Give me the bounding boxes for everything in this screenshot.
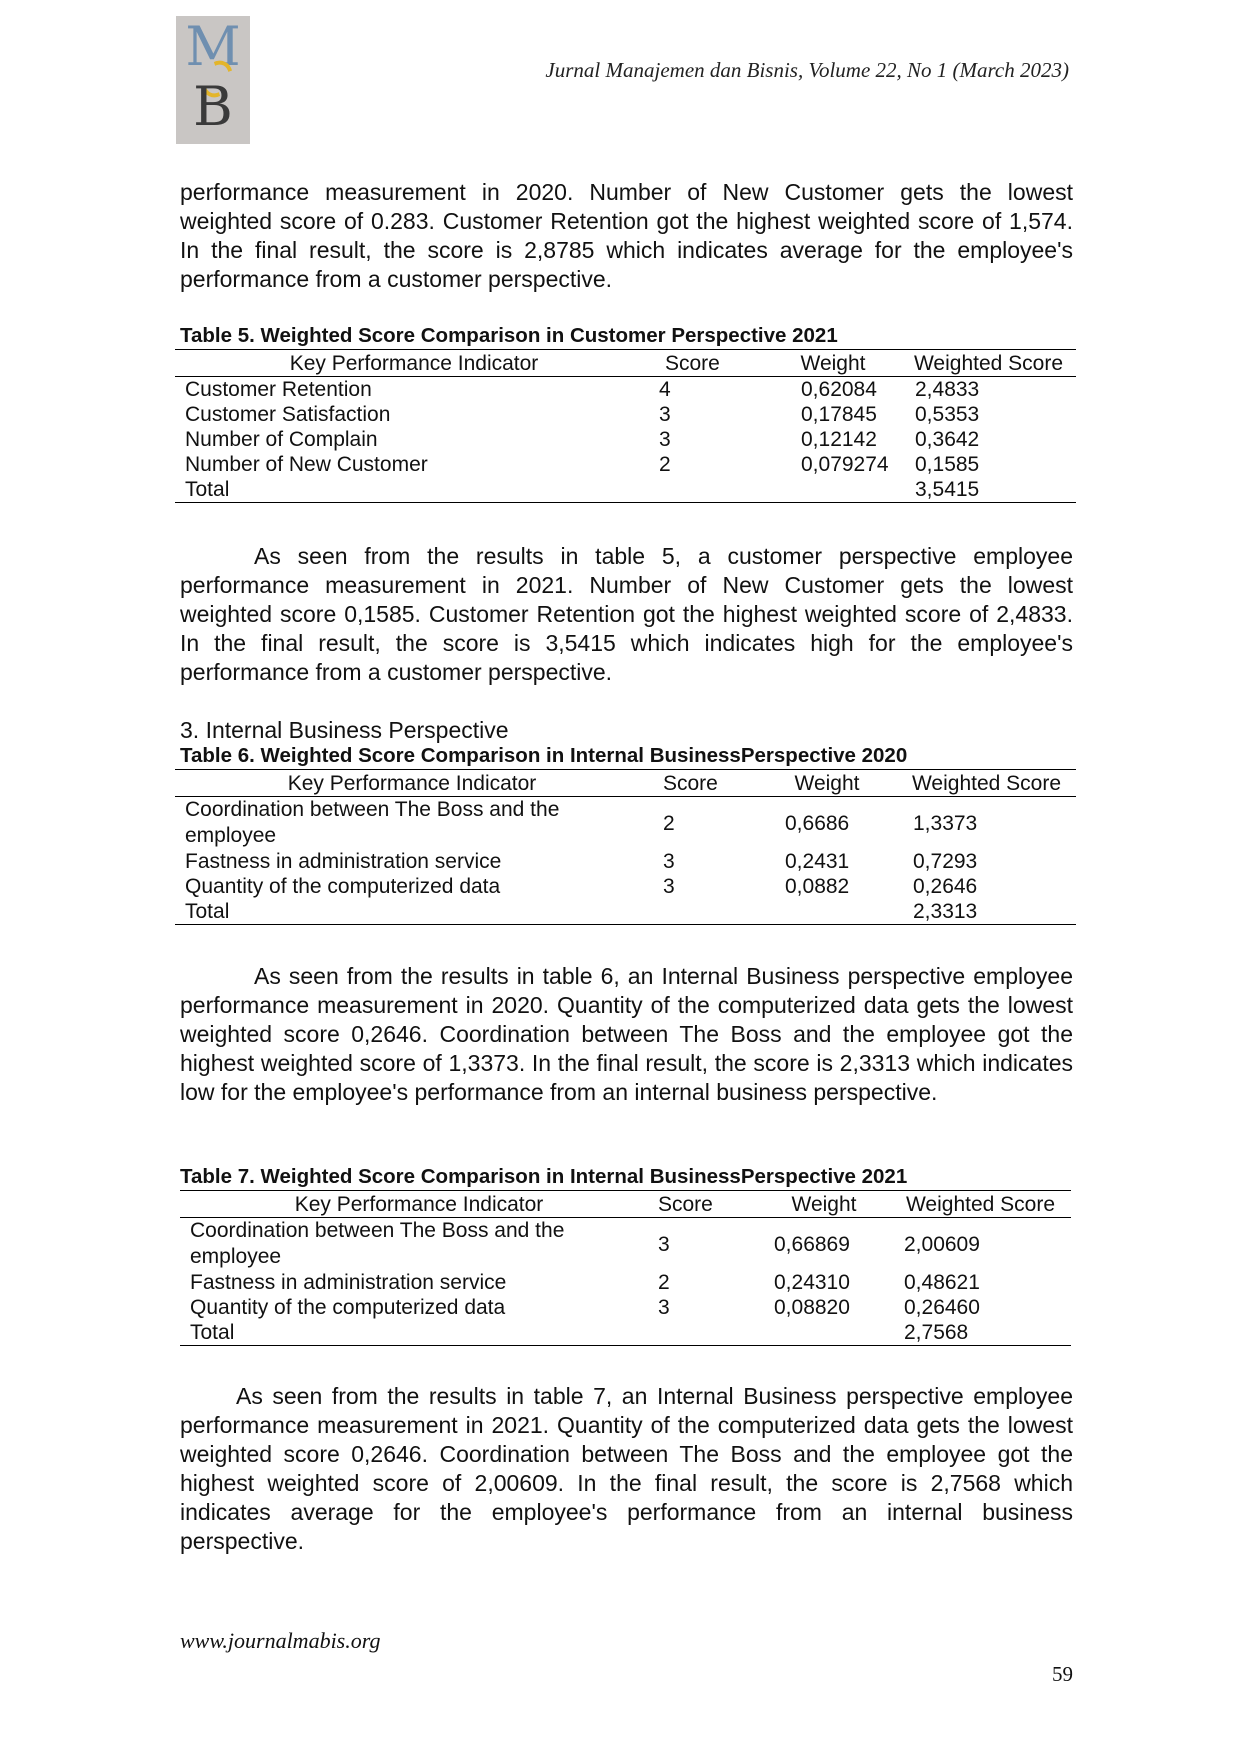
- footer-url[interactable]: www.journalmabis.org: [180, 1628, 381, 1653]
- cell-score: 2: [659, 453, 671, 476]
- cell-score: 2: [658, 1271, 670, 1294]
- logo-letter-m: M: [185, 15, 241, 78]
- logo-letter-b: B: [193, 75, 233, 138]
- column-header-weight: Weight: [758, 1191, 890, 1218]
- column-header-weighted-score: Weighted Score: [890, 1191, 1071, 1218]
- cell-score: 3: [659, 428, 671, 451]
- cell-total-label: Total: [175, 899, 649, 925]
- page-number: 59: [1052, 1662, 1073, 1686]
- cell-kpi: Coordination between The Boss and the employee: [185, 798, 560, 847]
- table-row: [175, 797, 1076, 850]
- table-total-row: [175, 899, 1076, 925]
- cell-weight: [758, 1320, 890, 1346]
- column-header-kpi: Key Performance Indicator: [180, 1191, 658, 1218]
- cell-score: [658, 1320, 758, 1346]
- column-header-weight: Weight: [765, 350, 901, 377]
- table-row: [175, 452, 1076, 477]
- body-paragraph-2-block: [180, 542, 1073, 687]
- table-row: [180, 1295, 1071, 1320]
- table-total-row: [180, 1320, 1071, 1346]
- cell-kpi: Number of Complain: [185, 428, 378, 451]
- cell-total-label: Total: [180, 1320, 658, 1346]
- table-row: [175, 874, 1076, 899]
- cell-score: 3: [658, 1232, 670, 1256]
- cell-score-value: 2: [663, 811, 675, 835]
- cell-kpi: Quantity of the computerized data: [190, 1296, 506, 1319]
- table-5: [175, 349, 1076, 503]
- body-paragraph-4: As seen from the results in table 7, an Internal Business perspective employee performance measurement in 2021. Quantity of the computerized data gets the lowest weighted score 0,2646. Coordination between The Boss and the employee got the highest weighted score of 2,00609. In the final result, the score is 2,7568 which indicates average for the employee's performance from an internal business perspective.: [180, 1383, 1073, 1554]
- column-header-score: Score: [649, 770, 757, 797]
- cell-weight: 0,0882: [785, 875, 850, 898]
- section-heading: 3. Internal Business Perspective: [180, 717, 509, 743]
- table-row: [175, 402, 1076, 427]
- cell-kpi: Coordination between The Boss and the employee: [190, 1219, 565, 1268]
- table-row: [180, 1270, 1071, 1295]
- cell-total-label: Total: [175, 477, 653, 503]
- column-header-weighted-score: Weighted Score: [897, 770, 1076, 797]
- cell-kpi: Number of New Customer: [185, 453, 428, 476]
- cell-kpi: Fastness in administration service: [185, 850, 502, 873]
- cell-weighted-score: 1,3373: [913, 811, 978, 835]
- cell-kpi: Quantity of the computerized data: [185, 875, 501, 898]
- table-row: [175, 377, 1076, 403]
- table-7: [180, 1190, 1071, 1346]
- cell-kpi: Customer Retention: [185, 378, 372, 401]
- cell-weight: [765, 477, 901, 503]
- cell-total-value: 2,7568: [890, 1320, 1071, 1346]
- cell-weight: 0,12142: [801, 428, 877, 451]
- table-7-caption: Table 7. Weighted Score Comparison in Internal BusinessPerspective 2021: [180, 1165, 908, 1188]
- table-row: [175, 849, 1076, 874]
- table-header-row: [180, 1191, 1071, 1218]
- cell-total-value: 3,5415: [901, 477, 1076, 503]
- cell-weighted-score: 2,00609: [904, 1232, 980, 1256]
- cell-weighted-score: 0,26460: [904, 1296, 980, 1319]
- cell-weight: 0,2431: [785, 850, 850, 873]
- table-header-row: [175, 350, 1076, 377]
- cell-weighted-score: 0,48621: [904, 1271, 980, 1294]
- body-paragraph-1-block: [180, 178, 1073, 294]
- body-paragraph-3-block: [180, 962, 1073, 1107]
- body-paragraph-2: As seen from the results in table 5, a customer perspective employee performance measurement in 2021. Number of New Customer gets the lowest weighted score 0,1585. Customer Retention got the highest weighted score of 2,4833. In the final result, the score is 3,5415 which indicates high for the employee's performance from a customer perspective.: [180, 543, 1073, 685]
- cell-kpi: Customer Satisfaction: [185, 403, 391, 426]
- cell-score: 3: [663, 875, 675, 898]
- column-header-weight: Weight: [757, 770, 897, 797]
- cell-weighted-score: 0,7293: [913, 850, 978, 873]
- cell-weight: 0,079274: [801, 453, 889, 476]
- cell-score: 3: [663, 850, 675, 873]
- column-header-score: Score: [658, 1191, 758, 1218]
- body-paragraph-3: As seen from the results in table 6, an Internal Business perspective employee performance measurement in 2020. Quantity of the computerized data gets the lowest weighted score 0,2646. Coordination between The Boss and the employee got the highest weighted score of 1,3373. In the final result, the score is 2,3313 which indicates low for the employee's performance from an internal business perspective.: [180, 963, 1073, 1105]
- cell-weight: 0,6686: [785, 811, 850, 835]
- cell-weight: 0,24310: [774, 1271, 850, 1294]
- cell-score: 4: [659, 378, 671, 401]
- column-header-weighted-score: Weighted Score: [901, 350, 1076, 377]
- cell-score: [649, 899, 757, 925]
- cell-weighted-score: 0,1585: [915, 453, 980, 476]
- body-paragraph-1: performance measurement in 2020. Number of New Customer gets the lowest weighted score of 0.283. Customer Retention got the highest weighted score of 1,574. In the final result, the score is 2,8785 which indicates average for the employee's performance from a customer perspective.: [180, 179, 1073, 292]
- cell-weighted-score: 0,5353: [915, 403, 980, 426]
- cell-score: 3: [659, 403, 671, 426]
- cell-score: [649, 797, 757, 850]
- body-paragraph-4-block: [180, 1382, 1073, 1556]
- cell-weight: 0,08820: [774, 1296, 850, 1319]
- table-row: [180, 1218, 1071, 1271]
- running-header: Jurnal Manajemen dan Bisnis, Volume 22, No 1 (March 2023): [545, 58, 1069, 82]
- column-header-kpi: Key Performance Indicator: [175, 770, 649, 797]
- cell-weighted-score: 2,4833: [915, 378, 980, 401]
- cell-weighted-score: 0,2646: [913, 875, 978, 898]
- table-total-row: [175, 477, 1076, 503]
- journal-logo: [176, 16, 250, 144]
- cell-kpi: Fastness in administration service: [190, 1271, 507, 1294]
- cell-weight: 0,17845: [801, 403, 877, 426]
- table-header-row: [175, 770, 1076, 797]
- cell-weighted-score: 0,3642: [915, 428, 980, 451]
- table-5-caption: Table 5. Weighted Score Comparison in Customer Perspective 2021: [180, 324, 838, 347]
- cell-weight: [757, 899, 897, 925]
- cell-total-value: 2,3313: [897, 899, 1076, 925]
- table-6-caption: Table 6. Weighted Score Comparison in Internal BusinessPerspective 2020: [180, 744, 908, 767]
- column-header-kpi: Key Performance Indicator: [175, 350, 653, 377]
- cell-score: 3: [658, 1296, 670, 1319]
- cell-weight: 0,66869: [774, 1232, 850, 1256]
- table-row: [175, 427, 1076, 452]
- table-6: [175, 769, 1076, 925]
- cell-score: [653, 477, 765, 503]
- cell-weight: 0,62084: [801, 378, 877, 401]
- column-header-score: Score: [653, 350, 765, 377]
